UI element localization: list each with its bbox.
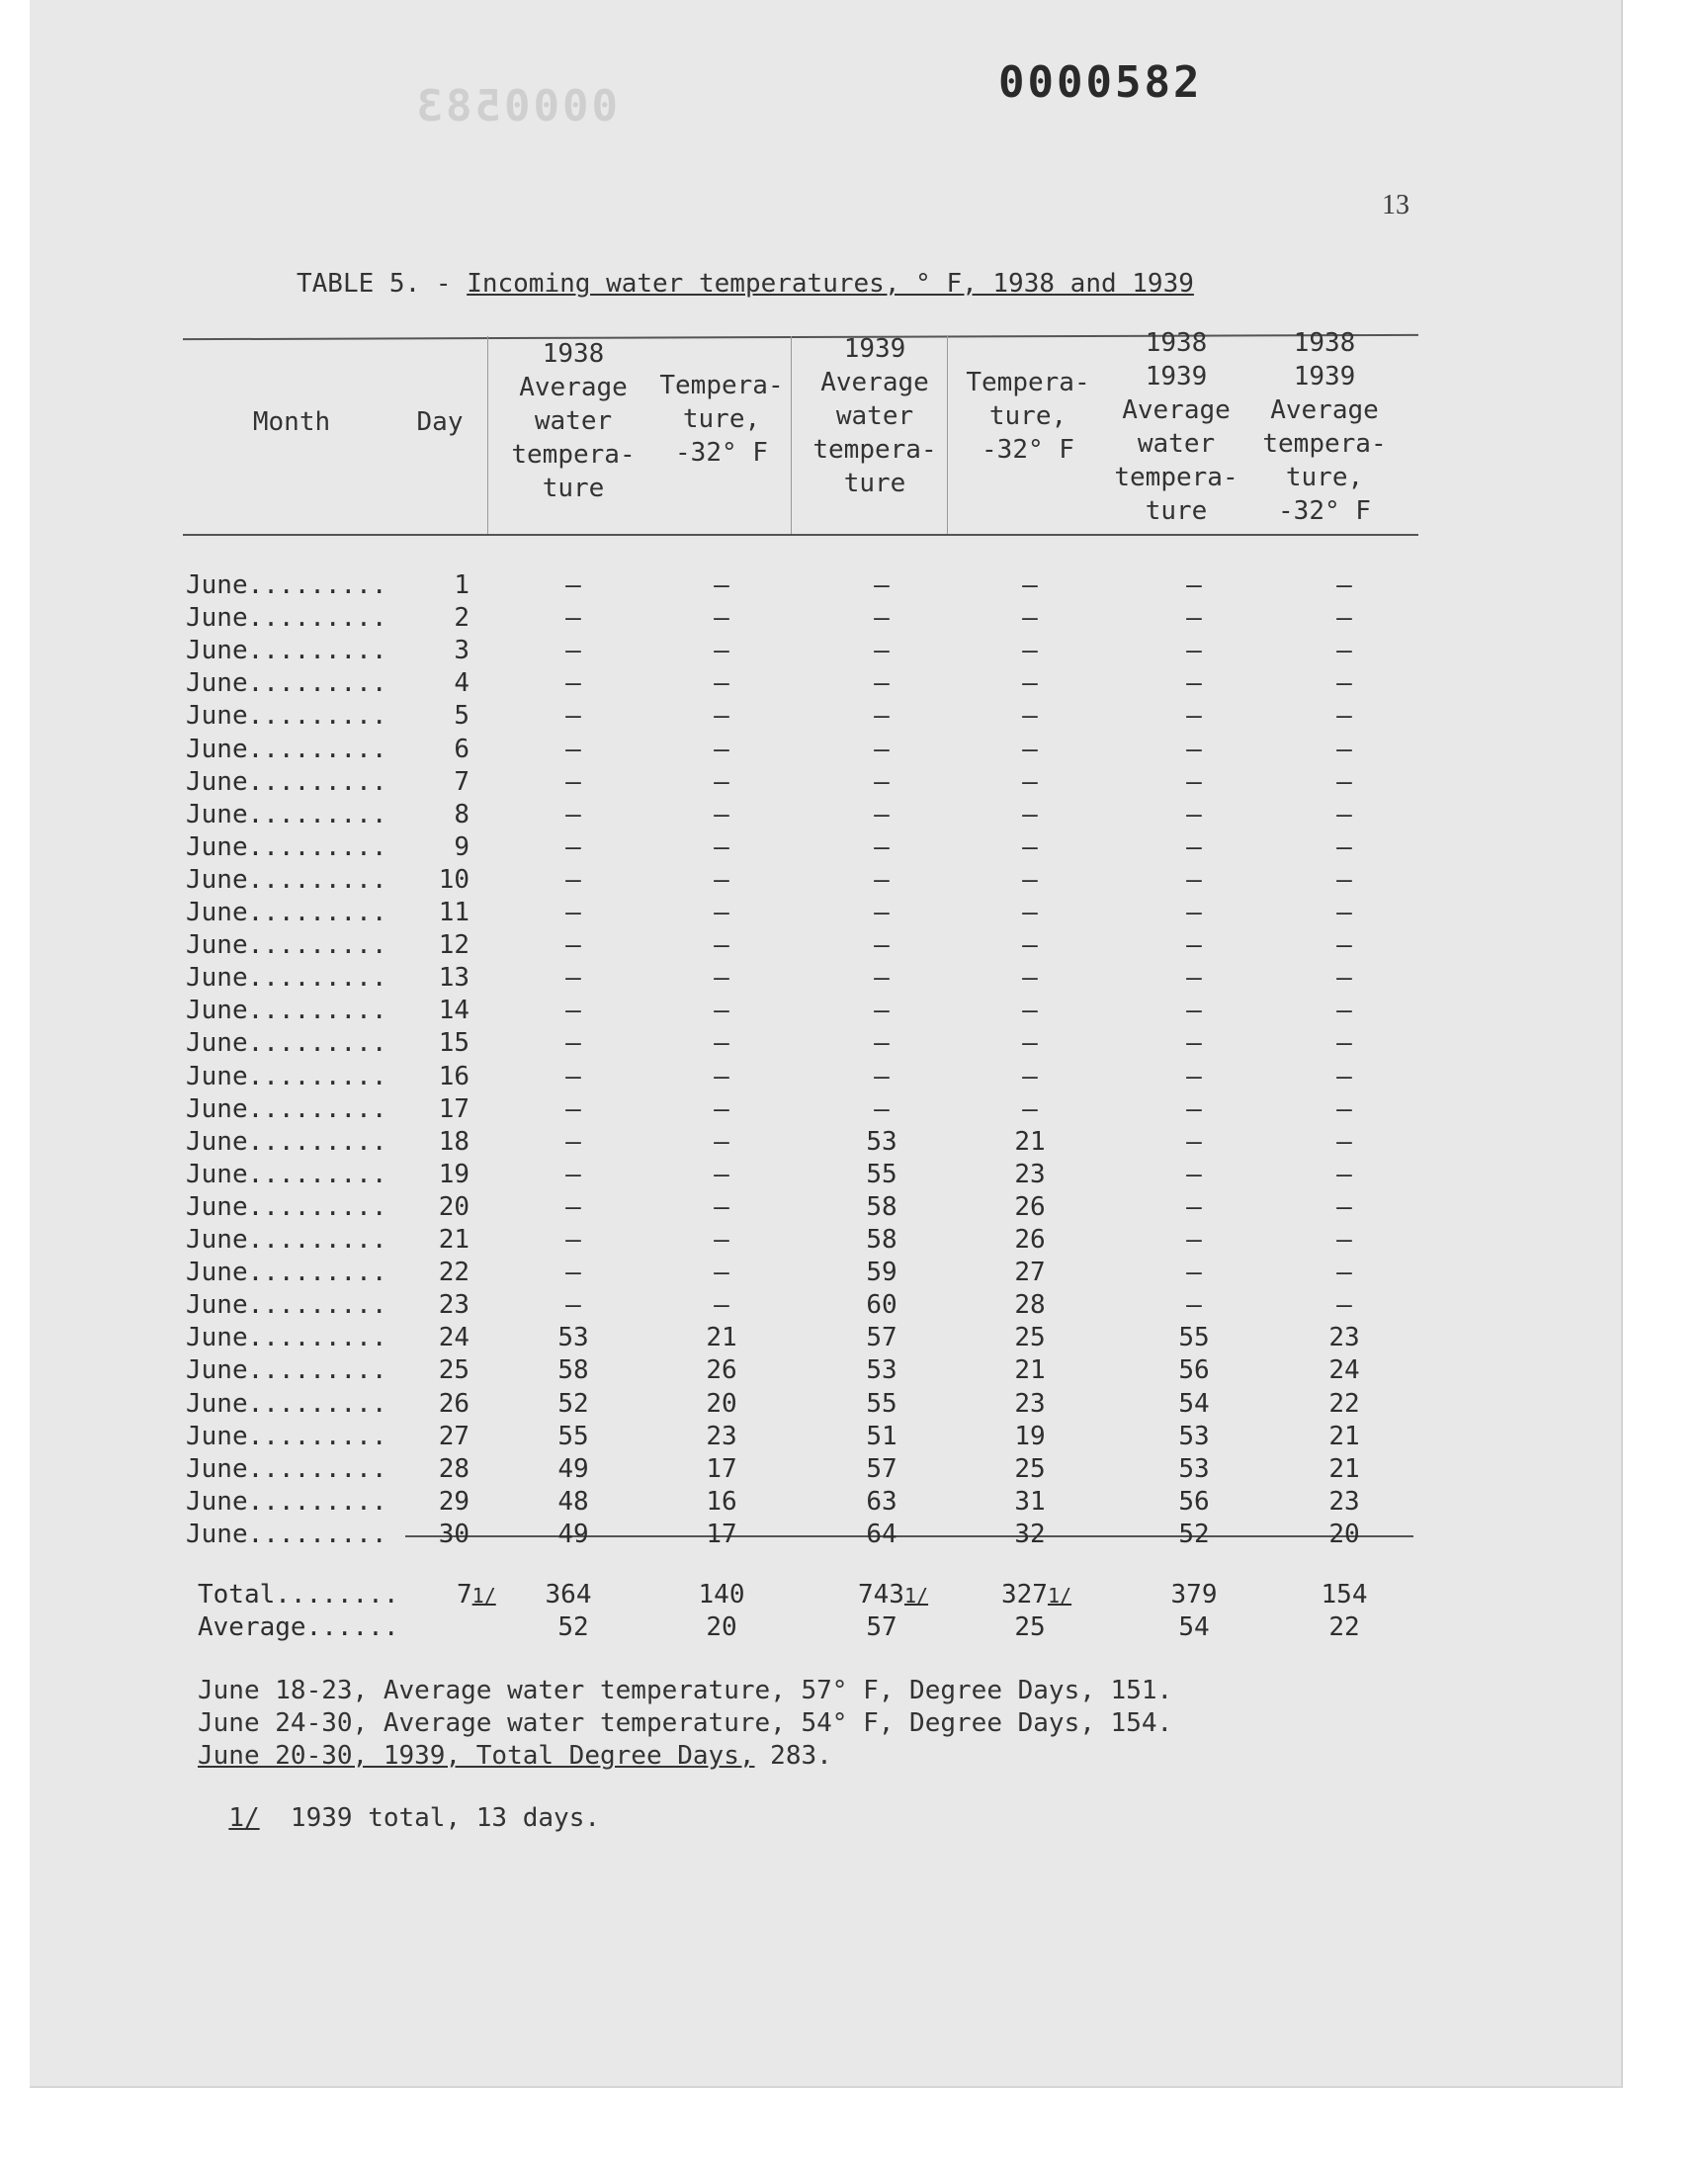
row-day: 18 — [438, 1126, 470, 1157]
row-cell-col1: – — [565, 668, 581, 699]
row-cell-col2: – — [714, 1061, 729, 1091]
ghost-stamp-bleedthrough: 0000583 — [413, 81, 618, 131]
average-col3: 57 — [866, 1612, 897, 1642]
row-month: June......... — [186, 701, 387, 732]
row-month: June......... — [186, 1028, 387, 1059]
row-cell-col1: – — [565, 1126, 581, 1157]
row-cell-col1: 49 — [557, 1453, 589, 1484]
row-cell-col3: 58 — [866, 1191, 897, 1222]
row-cell-col6: 24 — [1328, 1355, 1360, 1386]
row-month: June......... — [186, 1290, 387, 1321]
row-cell-col2: – — [714, 1159, 729, 1189]
page-number: 13 — [1382, 190, 1409, 220]
row-month: June......... — [186, 1061, 387, 1091]
table-header-bottom-rule — [183, 534, 1418, 536]
row-cell-col1: – — [565, 1159, 581, 1189]
total-col2: 140 — [698, 1580, 745, 1610]
row-cell-col1: – — [565, 996, 581, 1026]
row-cell-col1: – — [565, 1191, 581, 1222]
row-cell-col1: – — [565, 963, 581, 994]
row-cell-col4: 28 — [1014, 1290, 1046, 1321]
row-day: 8 — [454, 799, 470, 829]
row-cell-col1: – — [565, 603, 581, 634]
row-cell-col2: – — [714, 766, 729, 797]
row-cell-col4: – — [1022, 636, 1038, 666]
row-month: June......... — [186, 636, 387, 666]
note-line-2: June 24-30, Average water temperature, 54° F, Degree Days, 154. — [198, 1708, 1173, 1738]
row-cell-col1: 49 — [557, 1519, 589, 1549]
row-cell-col1: – — [565, 930, 581, 961]
header-combined-temp-minus-32: 1938 1939 Average tempera- ture, -32° F — [1262, 328, 1387, 526]
note-line-3-underlined: June 20-30, 1939, Total Degree Days, — [198, 1741, 755, 1771]
total-col6: 154 — [1321, 1580, 1368, 1610]
row-day: 1 — [454, 570, 470, 600]
row-day: 3 — [454, 636, 470, 666]
row-cell-col6: – — [1336, 636, 1352, 666]
row-cell-col1: – — [565, 1258, 581, 1288]
row-cell-col4: 25 — [1014, 1323, 1046, 1353]
row-cell-col5: – — [1186, 799, 1202, 829]
row-cell-col5: – — [1186, 1028, 1202, 1059]
row-cell-col3: 55 — [866, 1388, 897, 1419]
row-month: June......... — [186, 930, 387, 961]
row-cell-col3: – — [874, 963, 890, 994]
row-cell-col4: 21 — [1014, 1355, 1046, 1386]
row-month: June......... — [186, 668, 387, 699]
row-month: June......... — [186, 1519, 387, 1549]
row-cell-col4: – — [1022, 701, 1038, 732]
row-cell-col4: – — [1022, 1061, 1038, 1091]
row-cell-col5: – — [1186, 1225, 1202, 1255]
row-cell-col2: – — [714, 1290, 729, 1321]
row-cell-col4: 27 — [1014, 1258, 1046, 1288]
row-day: 27 — [438, 1421, 470, 1451]
row-cell-col2: 17 — [706, 1519, 737, 1549]
row-cell-col5: – — [1186, 996, 1202, 1026]
average-col6: 22 — [1328, 1612, 1360, 1642]
row-cell-col5: – — [1186, 570, 1202, 600]
row-cell-col4: 23 — [1014, 1388, 1046, 1419]
row-cell-col1: 52 — [557, 1388, 589, 1419]
row-cell-col5: – — [1186, 1159, 1202, 1189]
row-cell-col3: 63 — [866, 1486, 897, 1517]
row-cell-col1: – — [565, 1093, 581, 1124]
row-cell-col2: – — [714, 570, 729, 600]
row-cell-col3: – — [874, 1028, 890, 1059]
row-day: 12 — [438, 930, 470, 961]
row-cell-col2: – — [714, 996, 729, 1026]
total-label: Total........ — [198, 1580, 399, 1610]
row-month: June......... — [186, 1093, 387, 1124]
row-cell-col3: 64 — [866, 1519, 897, 1549]
row-month: June......... — [186, 734, 387, 764]
header-combined-avg-water-temp: 1938 1939 Average water tempera- ture — [1114, 328, 1238, 526]
row-cell-col2: – — [714, 734, 729, 764]
row-cell-col2: – — [714, 864, 729, 895]
row-cell-col3: – — [874, 1093, 890, 1124]
footnote-mark: 1/ — [228, 1803, 260, 1833]
row-cell-col5: – — [1186, 734, 1202, 764]
table-title-main: Incoming water temperatures, ° F, 1938 and 1939 — [467, 269, 1194, 299]
header-1938-temp-minus-32: Tempera- ture, -32° F — [659, 371, 784, 468]
row-cell-col2: – — [714, 1126, 729, 1157]
row-day: 11 — [438, 898, 470, 927]
average-col2: 20 — [706, 1612, 737, 1642]
row-cell-col2: – — [714, 636, 729, 666]
average-col4: 25 — [1014, 1612, 1046, 1642]
row-cell-col1: – — [565, 570, 581, 600]
row-day: 16 — [438, 1061, 470, 1091]
row-cell-col2: – — [714, 701, 729, 732]
row-cell-col1: – — [565, 734, 581, 764]
row-cell-col5: – — [1186, 701, 1202, 732]
row-cell-col4: 25 — [1014, 1453, 1046, 1484]
row-cell-col5: 56 — [1178, 1486, 1210, 1517]
row-cell-col2: – — [714, 1225, 729, 1255]
row-day: 30 — [438, 1519, 470, 1549]
total-day: 71/ — [457, 1580, 496, 1610]
total-col4: 3271/ — [1001, 1580, 1072, 1610]
row-day: 26 — [438, 1388, 470, 1419]
row-cell-col1: 48 — [557, 1486, 589, 1517]
row-day: 10 — [438, 864, 470, 895]
note-line-1: June 18-23, Average water temperature, 57° F, Degree Days, 151. — [198, 1676, 1173, 1705]
row-cell-col3: – — [874, 864, 890, 895]
row-cell-col4: – — [1022, 996, 1038, 1026]
row-cell-col3: 59 — [866, 1258, 897, 1288]
row-cell-col2: 20 — [706, 1388, 737, 1419]
row-cell-col1: – — [565, 898, 581, 927]
row-cell-col3: – — [874, 766, 890, 797]
row-cell-col5: – — [1186, 963, 1202, 994]
row-cell-col5: – — [1186, 636, 1202, 666]
row-cell-col6: – — [1336, 799, 1352, 829]
row-day: 29 — [438, 1486, 470, 1517]
row-cell-col2: 23 — [706, 1421, 737, 1451]
row-cell-col2: 17 — [706, 1453, 737, 1484]
row-day: 17 — [438, 1093, 470, 1124]
row-day: 28 — [438, 1453, 470, 1484]
row-cell-col3: – — [874, 1061, 890, 1091]
row-cell-col1: – — [565, 1028, 581, 1059]
row-cell-col1: – — [565, 636, 581, 666]
row-cell-col2: – — [714, 1191, 729, 1222]
row-cell-col1: – — [565, 799, 581, 829]
row-cell-col6: – — [1336, 701, 1352, 732]
row-cell-col4: 31 — [1014, 1486, 1046, 1517]
footnote-text: 1939 total, 13 days. — [259, 1803, 600, 1833]
row-cell-col4: – — [1022, 570, 1038, 600]
row-cell-col3: 53 — [866, 1355, 897, 1386]
row-cell-col5: – — [1186, 898, 1202, 927]
row-cell-col2: – — [714, 898, 729, 927]
row-cell-col4: 26 — [1014, 1191, 1046, 1222]
row-cell-col5: – — [1186, 1191, 1202, 1222]
row-cell-col3: – — [874, 930, 890, 961]
row-cell-col5: – — [1186, 1290, 1202, 1321]
row-cell-col6: – — [1336, 930, 1352, 961]
row-cell-col1: 55 — [557, 1421, 589, 1451]
row-cell-col6: – — [1336, 1258, 1352, 1288]
row-cell-col2: – — [714, 1028, 729, 1059]
row-month: June......... — [186, 1453, 387, 1484]
row-cell-col3: – — [874, 799, 890, 829]
row-cell-col6: – — [1336, 963, 1352, 994]
row-cell-col3: – — [874, 668, 890, 699]
row-cell-col2: – — [714, 799, 729, 829]
row-cell-col4: – — [1022, 603, 1038, 634]
row-cell-col6: – — [1336, 1126, 1352, 1157]
row-month: June......... — [186, 831, 387, 862]
row-cell-col4: – — [1022, 864, 1038, 895]
row-cell-col2: 16 — [706, 1486, 737, 1517]
row-cell-col5: 54 — [1178, 1388, 1210, 1419]
row-day: 4 — [454, 668, 470, 699]
row-cell-col6: – — [1336, 1290, 1352, 1321]
row-month: June......... — [186, 1126, 387, 1157]
row-cell-col6: 23 — [1328, 1486, 1360, 1517]
row-cell-col3: 51 — [866, 1421, 897, 1451]
row-cell-col2: – — [714, 1258, 729, 1288]
row-cell-col4: 19 — [1014, 1421, 1046, 1451]
row-cell-col4: – — [1022, 766, 1038, 797]
row-cell-col3: – — [874, 734, 890, 764]
row-cell-col4: 21 — [1014, 1126, 1046, 1157]
header-day: Day — [416, 407, 464, 437]
row-month: June......... — [186, 963, 387, 994]
note-line-3-rest: 283. — [754, 1741, 832, 1771]
row-cell-col5: – — [1186, 603, 1202, 634]
row-cell-col3: – — [874, 898, 890, 927]
row-cell-col1: – — [565, 1225, 581, 1255]
row-cell-col3: 57 — [866, 1323, 897, 1353]
row-cell-col3: – — [874, 701, 890, 732]
row-day: 2 — [454, 603, 470, 634]
average-col1: 52 — [557, 1612, 589, 1642]
row-cell-col4: – — [1022, 1093, 1038, 1124]
row-cell-col4: 32 — [1014, 1519, 1046, 1549]
row-cell-col5: – — [1186, 1093, 1202, 1124]
row-cell-col6: – — [1336, 1225, 1352, 1255]
row-day: 19 — [438, 1159, 470, 1189]
row-cell-col3: 57 — [866, 1453, 897, 1484]
row-cell-col2: – — [714, 668, 729, 699]
row-month: June......... — [186, 1355, 387, 1386]
total-col3: 7431/ — [858, 1580, 929, 1610]
row-cell-col5: – — [1186, 766, 1202, 797]
row-month: June......... — [186, 1388, 387, 1419]
row-cell-col6: 21 — [1328, 1453, 1360, 1484]
row-cell-col3: 55 — [866, 1159, 897, 1189]
row-cell-col1: – — [565, 701, 581, 732]
row-cell-col3: 60 — [866, 1290, 897, 1321]
row-cell-col4: – — [1022, 831, 1038, 862]
row-month: June......... — [186, 898, 387, 927]
row-cell-col3: – — [874, 996, 890, 1026]
row-cell-col5: – — [1186, 668, 1202, 699]
total-col1: 364 — [545, 1580, 592, 1610]
row-cell-col1: – — [565, 864, 581, 895]
note-line-3 — [198, 1741, 832, 1771]
row-cell-col5: – — [1186, 930, 1202, 961]
row-month: June......... — [186, 1159, 387, 1189]
row-cell-col2: – — [714, 1093, 729, 1124]
row-cell-col3: – — [874, 603, 890, 634]
row-month: June......... — [186, 864, 387, 895]
row-cell-col6: 22 — [1328, 1388, 1360, 1419]
row-cell-col5: 52 — [1178, 1519, 1210, 1549]
row-cell-col3: – — [874, 636, 890, 666]
row-cell-col5: 53 — [1178, 1421, 1210, 1451]
row-cell-col6: – — [1336, 734, 1352, 764]
row-cell-col6: – — [1336, 603, 1352, 634]
row-cell-col6: – — [1336, 668, 1352, 699]
row-cell-col5: 53 — [1178, 1453, 1210, 1484]
row-cell-col6: – — [1336, 898, 1352, 927]
header-month: Month — [252, 407, 331, 437]
row-cell-col1: 53 — [557, 1323, 589, 1353]
row-cell-col1: 58 — [557, 1355, 589, 1386]
row-day: 9 — [454, 831, 470, 862]
table-title-prefix: TABLE 5. - — [297, 269, 468, 299]
row-cell-col4: – — [1022, 734, 1038, 764]
row-month: June......... — [186, 1258, 387, 1288]
row-cell-col1: – — [565, 1290, 581, 1321]
row-cell-col6: – — [1336, 1159, 1352, 1189]
row-day: 25 — [438, 1355, 470, 1386]
row-cell-col6: – — [1336, 831, 1352, 862]
row-cell-col6: – — [1336, 996, 1352, 1026]
row-month: June......... — [186, 799, 387, 829]
row-day: 14 — [438, 996, 470, 1026]
row-cell-col2: 26 — [706, 1355, 737, 1386]
row-day: 5 — [454, 701, 470, 732]
row-cell-col2: – — [714, 963, 729, 994]
row-day: 24 — [438, 1323, 470, 1353]
row-day: 20 — [438, 1191, 470, 1222]
total-col5: 379 — [1170, 1580, 1218, 1610]
row-cell-col1: – — [565, 766, 581, 797]
row-cell-col6: 23 — [1328, 1323, 1360, 1353]
footnote — [198, 1774, 600, 1833]
row-cell-col1: – — [565, 831, 581, 862]
row-cell-col5: 56 — [1178, 1355, 1210, 1386]
row-cell-col4: – — [1022, 930, 1038, 961]
row-cell-col3: 53 — [866, 1126, 897, 1157]
row-cell-col6: – — [1336, 766, 1352, 797]
row-cell-col2: 21 — [706, 1323, 737, 1353]
table-title — [297, 269, 1194, 299]
header-1938-avg-water-temp: 1938 Average water tempera- ture — [511, 339, 636, 503]
row-month: June......... — [186, 1486, 387, 1517]
row-month: June......... — [186, 603, 387, 634]
row-month: June......... — [186, 1323, 387, 1353]
row-cell-col4: – — [1022, 963, 1038, 994]
row-month: June......... — [186, 1421, 387, 1451]
row-cell-col5: – — [1186, 1258, 1202, 1288]
row-cell-col6: – — [1336, 570, 1352, 600]
row-day: 15 — [438, 1028, 470, 1059]
row-month: June......... — [186, 1225, 387, 1255]
row-cell-col3: – — [874, 831, 890, 862]
row-cell-col6: 20 — [1328, 1519, 1360, 1549]
row-cell-col4: – — [1022, 1028, 1038, 1059]
row-cell-col4: – — [1022, 668, 1038, 699]
row-day: 22 — [438, 1258, 470, 1288]
row-cell-col4: – — [1022, 898, 1038, 927]
row-cell-col6: – — [1336, 1028, 1352, 1059]
row-cell-col5: – — [1186, 1061, 1202, 1091]
row-day: 6 — [454, 734, 470, 764]
row-month: June......... — [186, 766, 387, 797]
row-cell-col6: 21 — [1328, 1421, 1360, 1451]
row-month: June......... — [186, 1191, 387, 1222]
row-cell-col6: – — [1336, 1191, 1352, 1222]
row-cell-col6: – — [1336, 864, 1352, 895]
row-cell-col4: – — [1022, 799, 1038, 829]
row-cell-col4: 26 — [1014, 1225, 1046, 1255]
row-cell-col2: – — [714, 930, 729, 961]
row-cell-col5: – — [1186, 831, 1202, 862]
header-1939-temp-minus-32: Tempera- ture, -32° F — [966, 368, 1090, 465]
row-month: June......... — [186, 996, 387, 1026]
row-cell-col5: – — [1186, 1126, 1202, 1157]
row-cell-col5: 55 — [1178, 1323, 1210, 1353]
document-stamp-number: 0000582 — [998, 57, 1203, 108]
header-1939-avg-water-temp: 1939 Average water tempera- ture — [812, 334, 937, 498]
row-day: 21 — [438, 1225, 470, 1255]
row-cell-col5: – — [1186, 864, 1202, 895]
row-cell-col3: 58 — [866, 1225, 897, 1255]
average-label: Average...... — [198, 1612, 399, 1642]
row-cell-col6: – — [1336, 1093, 1352, 1124]
row-day: 7 — [454, 766, 470, 797]
row-cell-col2: – — [714, 603, 729, 634]
row-cell-col3: – — [874, 570, 890, 600]
row-cell-col2: – — [714, 831, 729, 862]
row-cell-col1: – — [565, 1061, 581, 1091]
average-col5: 54 — [1178, 1612, 1210, 1642]
row-day: 23 — [438, 1290, 470, 1321]
row-day: 13 — [438, 963, 470, 994]
row-cell-col6: – — [1336, 1061, 1352, 1091]
row-month: June......... — [186, 570, 387, 600]
row-cell-col4: 23 — [1014, 1159, 1046, 1189]
